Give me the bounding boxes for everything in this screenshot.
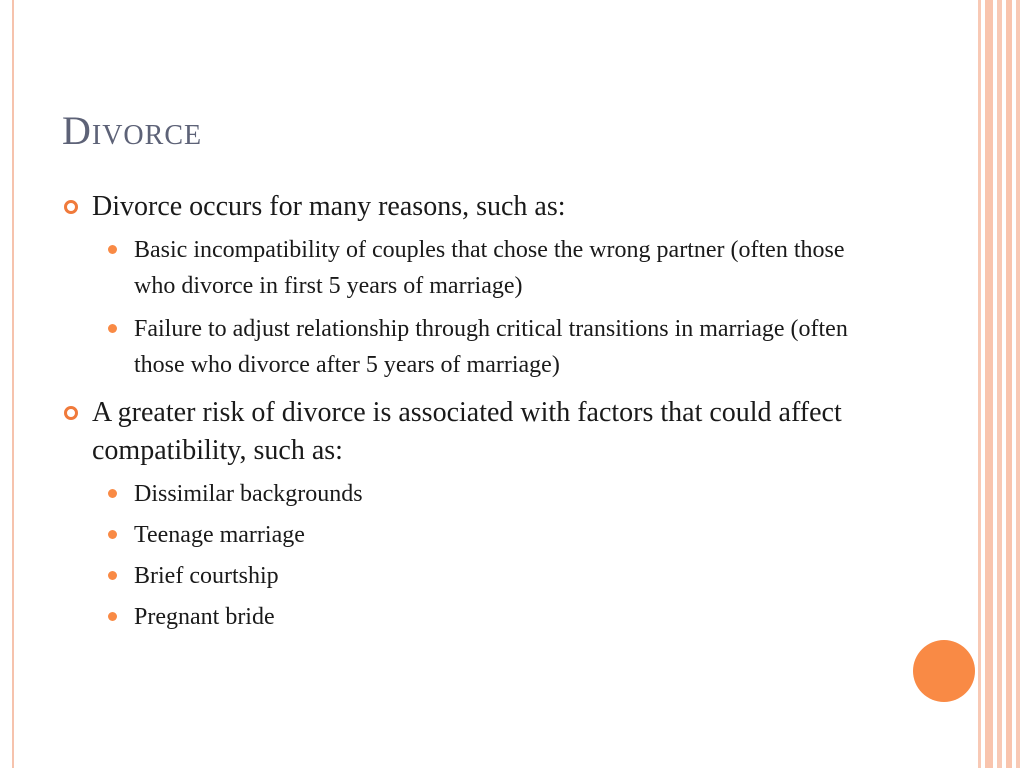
ring-bullet-icon [64, 406, 78, 420]
sub-bullet-text: Failure to adjust relationship through critical transitions in marriage (often those who divorce after 5 years of marriage) [134, 316, 848, 378]
left-border-line [12, 0, 14, 768]
bullet-point-2 [62, 394, 882, 470]
sub-bullet-1-2 [62, 311, 882, 383]
right-stripe-5 [1016, 0, 1020, 768]
sub-bullet-2-4 [62, 599, 882, 635]
sub-bullet-text: Basic incompatibility of couples that chose the wrong partner (often those who divorce in first 5 years of marriage) [134, 237, 845, 299]
bullet-point-text: A greater risk of divorce is associated with factors that could affect compatibility, such as: [92, 397, 842, 466]
sub-bullet-2-1 [62, 476, 882, 512]
decorative-orange-circle [913, 640, 975, 702]
dot-bullet-icon [108, 612, 117, 621]
dot-bullet-icon [108, 489, 117, 498]
dot-bullet-icon [108, 245, 117, 254]
dot-bullet-icon [108, 530, 117, 539]
bullet-point-1 [62, 188, 882, 226]
dot-bullet-icon [108, 571, 117, 580]
right-stripe-2 [985, 0, 993, 768]
ring-bullet-icon [64, 200, 78, 214]
dot-bullet-icon [108, 324, 117, 333]
sub-bullet-text: Teenage marriage [134, 522, 305, 548]
right-stripe-1 [978, 0, 981, 768]
slide-content [62, 188, 882, 640]
sub-bullet-text: Brief courtship [134, 563, 279, 589]
sub-bullet-1-1 [62, 232, 882, 304]
sub-bullet-2-2 [62, 517, 882, 553]
right-stripe-3 [997, 0, 1002, 768]
sub-bullet-text: Dissimilar backgrounds [134, 481, 363, 507]
sub-bullet-text: Pregnant bride [134, 604, 275, 630]
bullet-point-text: Divorce occurs for many reasons, such as: [92, 191, 566, 222]
slide-title: Divorce [62, 108, 203, 153]
sub-bullet-2-3 [62, 558, 882, 594]
right-stripe-4 [1006, 0, 1012, 768]
